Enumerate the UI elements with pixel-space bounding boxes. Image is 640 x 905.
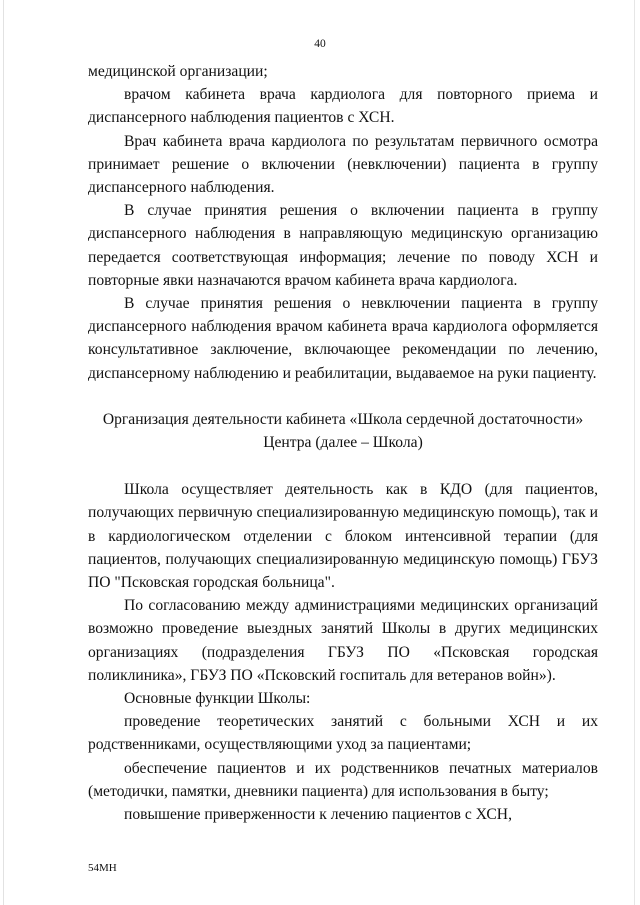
scan-edge-left xyxy=(3,0,4,905)
footer-doc-code: 54МН xyxy=(88,862,117,874)
document-body xyxy=(88,60,598,826)
list-item-paragraph: проведение теоретических занятий с больными ХСН и их родственниками, осуществляющими уход за пациентами; xyxy=(88,713,598,754)
page-number: 40 xyxy=(314,38,326,50)
paragraph: В случае принятия решения о включении пациента в группу диспансерного наблюдения в направляющую медицинскую организацию передается соответствующая информация; лечение по поводу ХСН и повторные явки назначаются врачом кабинета врача кардиолога. xyxy=(88,202,598,289)
paragraph: В случае принятия решения о невключении пациента в группу диспансерного наблюдения врачом кабинета врача кардиолога оформляется консультативное заключение, включающее рекомендации по лечению, диспансерному наблюдению и реабилитации, выдаваемое на руки пациенту. xyxy=(88,295,598,382)
list-item-paragraph: обеспечение пациентов и их родственников печатных материалов (методички, памятки, дневники пациента) для использования в быту; xyxy=(88,759,598,800)
paragraph: Основные функции Школы: xyxy=(124,690,311,708)
paragraph: По согласованию между администрациями медицинских организаций возможно проведение выездных занятий Школы в других медицинских организациях (подразделения ГБУЗ ПО «Псковская городская поликлиника», ГБУЗ ПО «Псковский госпиталь для ветеранов войн»). xyxy=(88,597,598,684)
paragraph: Врач кабинета врача кардиолога по результатам первичного осмотра принимает решение о включении (невключении) пациента в группу диспансерного наблюдения. xyxy=(88,132,598,197)
paragraph: врачом кабинета врача кардиолога для повторного приема и диспансерного наблюдения пациентов с ХСН. xyxy=(88,86,598,127)
list-item-paragraph: повышение приверженности к лечению пациентов с ХСН, xyxy=(124,806,512,824)
paragraph: Школа осуществляет деятельность как в КДО (для пациентов, получающих первичную специализированную медицинскую помощь), так и в кардиологическом отделении с блоком интенсивной терапии (для пациентов, получающих специализированную медицинскую помощь) ГБУЗ ПО "Псковская городская больница". xyxy=(88,481,598,592)
scan-edge-right xyxy=(634,0,635,905)
paragraph-continuation: медицинской организации; xyxy=(88,63,268,80)
section-heading: Организация деятельности кабинета «Школа сердечной достаточности» Центра (далее – Школа) xyxy=(102,410,584,452)
